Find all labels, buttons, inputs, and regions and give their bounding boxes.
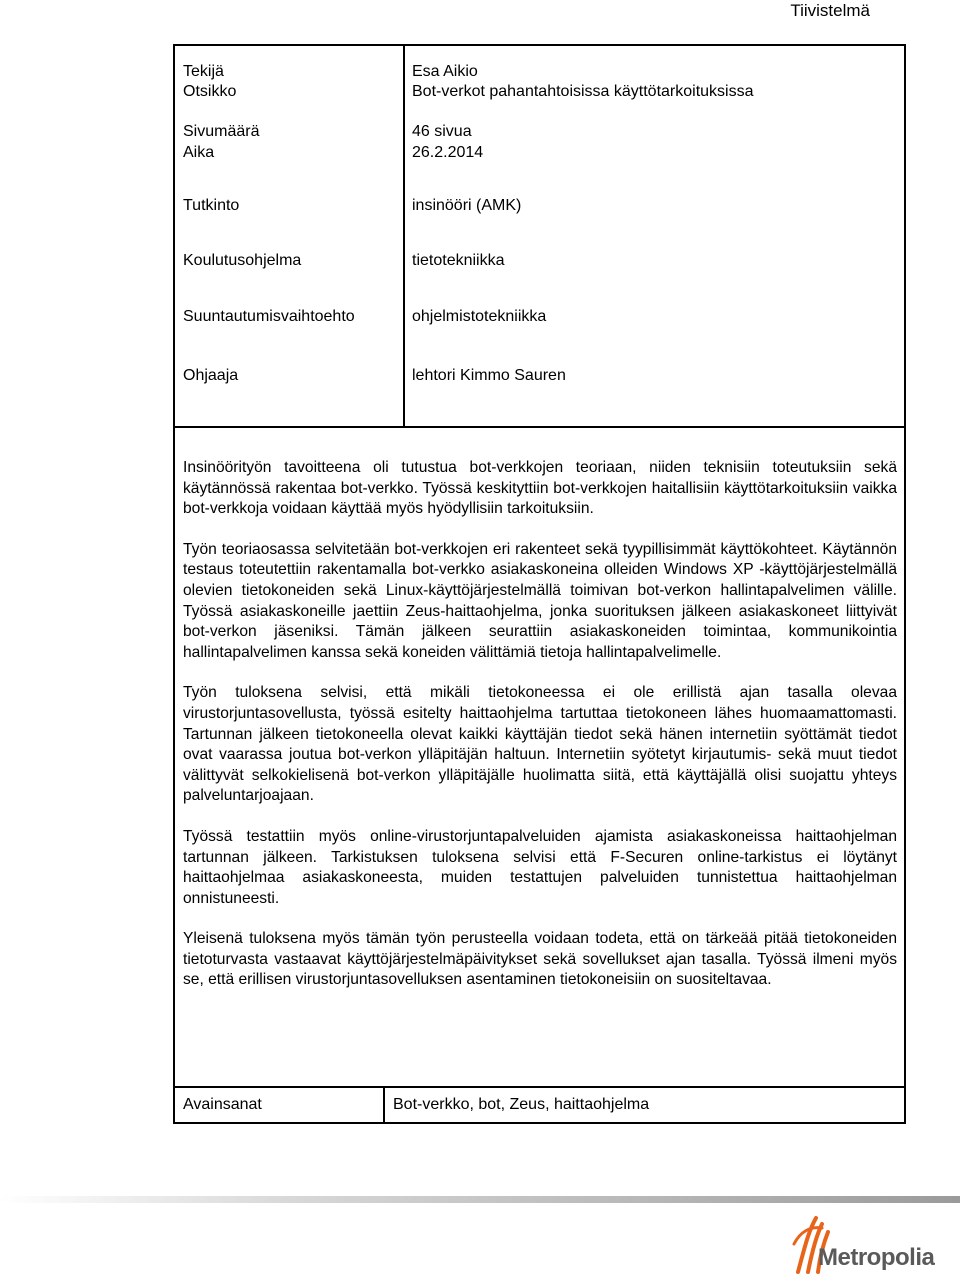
pages-label: Sivumäärä [183, 123, 260, 140]
specialisation-label: Suuntautumisvaihtoehto [183, 308, 355, 325]
abstract-form [173, 44, 906, 1124]
author-label: Tekijä [183, 63, 224, 80]
supervisor-label: Ohjaaja [183, 367, 239, 384]
date-value: 26.2.2014 [412, 144, 484, 161]
abstract-paragraph: Työn tuloksena selvisi, että mikäli tietokoneessa ei ole erillistä ajan tasalla olevaa virustorjuntasovellusta, työssä esitelty haittaohjelma tartuttaa tietokoneen lähes huomaamattomasti. Tartunnan jälkeen tietokoneella olevat kaikki käyttäjän tiedot sekä hänen internetiin syöttämät tiedot ovat vaarassa joutua bot-verkon ylläpitäjän haltuun. Internetiin syötetyt kirjautumis- sekä muut tiedot välittyvät selkokielisenä bot-verkon ylläpitäjälle huolimatta siitä, että käyttäjällä olisi suojattu yhteys palveluntarjoajaan. [183, 684, 897, 805]
keywords-row [173, 1086, 906, 1124]
date-label: Aika [183, 144, 215, 161]
logo-wordmark: Metropolia [818, 1244, 935, 1271]
pages-value: 46 sivua [412, 123, 472, 140]
keywords-divider [383, 1088, 385, 1122]
column-divider [403, 46, 405, 426]
page-header-title: Tiivistelmä [790, 1, 870, 20]
abstract-paragraph: Työn teoriaosassa selvitetään bot-verkkojen eri rakenteet sekä tyypillisimmät käyttökohteet. Käytännön testaus toteutettiin rakentamalla bot-verkko asiakaskoneina olleiden Windows XP -käyttöjärjestelmällä olevien tietokoneiden sekä Linux-käyttöjärjestelmällä toimivan bot-verkon hallintapalvelimen välille. Työssä asiakaskoneille jaettiin Zeus-haittaohjelma, jonka suorituksen jälkeen asiakaskoneet liittyivät bot-verkon jäseniksi. Tämän jälkeen seurattiin asiakaskoneiden toimintaa, kommunikointia hallintapalvelimen kanssa sekä koneiden välittämiä tietoja hallintapalvelimelle. [183, 540, 897, 661]
specialisation-value: ohjelmistotekniikka [412, 308, 547, 325]
abstract-paragraph: Yleisenä tuloksena myös tämän työn perusteella voidaan todeta, että on tärkeää pitää tietokoneiden tietoturvasta vastaavat käyttöjärjestelmäpäivitykset sekä sovellukset ajan tasalla. Työssä ilmeni myös se, että erillisen virustorjuntasovelluksen asentaminen tietokoneisiin on suositeltavaa. [183, 930, 897, 989]
supervisor-value: lehtori Kimmo Sauren [412, 367, 566, 384]
programme-value: tietotekniikka [412, 252, 505, 269]
title-value: Bot-verkot pahantahtoisissa käyttötarkoituksissa [412, 83, 754, 100]
keywords-value: Bot-verkko, bot, Zeus, haittaohjelma [393, 1096, 650, 1113]
keywords-label: Avainsanat [183, 1096, 262, 1113]
abstract-paragraph: Insinöörityön tavoitteena oli tutustua bot-verkkojen teoriaan, niiden teknisiin toteutuksiin sekä käytännössä rakentaa bot-verkko. Työssä keskityttiin bot-verkkojen haitallisiin käyttötarkoituksiin vaikka bot-verkkoja voidaan käyttää myös hyödyllisiin tarkoituksiin. [183, 459, 897, 518]
metadata-table [175, 46, 904, 428]
degree-value: insinööri (AMK) [412, 197, 522, 214]
abstract-body [183, 458, 897, 1011]
programme-label: Koulutusohjelma [183, 252, 302, 269]
degree-label: Tutkinto [183, 197, 240, 214]
title-label: Otsikko [183, 83, 237, 100]
footer-gradient-bar [0, 1196, 960, 1203]
abstract-paragraph: Työssä testattiin myös online-virustorjuntapalveluiden ajamista asiakaskoneissa haittaohjelman tartunnan jälkeen. Tarkistuksen tuloksena selvisi että F-Securen online-tarkistus ei löytänyt haittaohjelmaa asiakaskoneesta, muiden testattujen palveluiden tunnistettua haittaohjelman onnistuneesti. [183, 827, 897, 907]
author-value: Esa Aikio [412, 63, 478, 80]
